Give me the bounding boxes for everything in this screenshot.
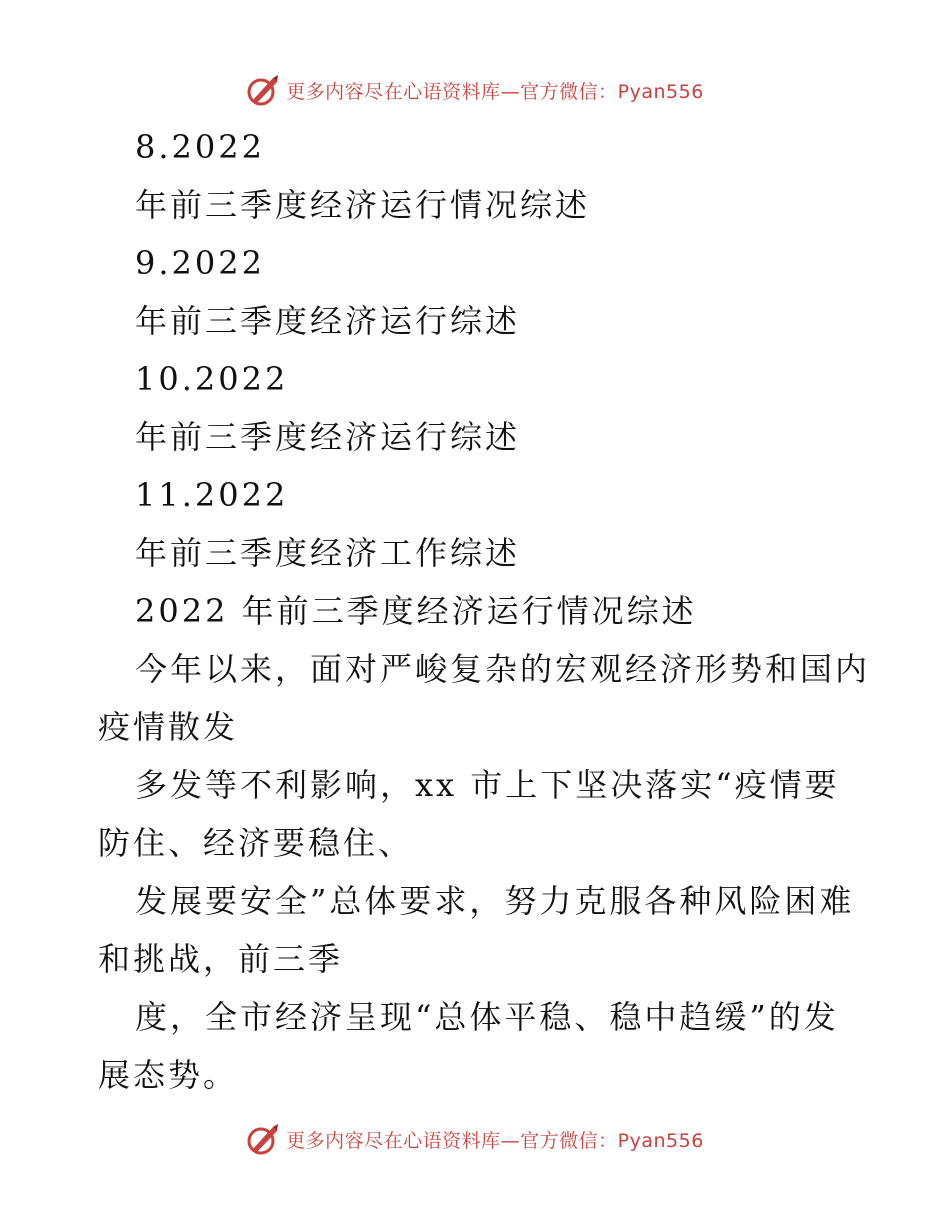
quill-pen-logo-icon — [246, 73, 280, 107]
text-line: 11.2022 — [135, 476, 289, 514]
text-line: 年前三季度经济工作综述 — [135, 534, 521, 572]
text-line: 发展要安全”总体要求，努力克服各种风险困难 — [135, 882, 855, 920]
text-line: 2022 年前三季度经济运行情况综述 — [135, 592, 697, 630]
quill-pen-logo-icon — [246, 1122, 280, 1156]
text-line: 10.2022 — [135, 360, 289, 398]
footer-banner — [0, 1119, 950, 1159]
text-line: 今年以来，面对严峻复杂的宏观经济形势和国内 — [135, 650, 871, 688]
text-line: 年前三季度经济运行综述 — [135, 302, 521, 340]
text-line: 年前三季度经济运行综述 — [135, 418, 521, 456]
text-line: 8.2022 — [135, 128, 265, 166]
header-banner — [0, 70, 950, 110]
document-body — [98, 118, 871, 1104]
text-line: 和挑战，前三季 — [98, 940, 344, 978]
text-line: 度，全市经济呈现“总体平稳、稳中趋缓”的发 — [135, 998, 839, 1036]
footer-banner-text: 更多内容尽在心语资料库—官方微信：Pyan556 — [286, 1129, 704, 1152]
header-banner-text: 更多内容尽在心语资料库—官方微信：Pyan556 — [286, 80, 704, 103]
text-line: 年前三季度经济运行情况综述 — [135, 186, 591, 224]
text-line: 展态势。 — [98, 1056, 239, 1094]
text-line: 防住、经济要稳住、 — [98, 824, 414, 862]
text-line: 疫情散发 — [98, 708, 239, 746]
text-line: 9.2022 — [135, 244, 265, 282]
text-line: 多发等不利影响，xx 市上下坚决落实“疫情要 — [135, 766, 840, 804]
